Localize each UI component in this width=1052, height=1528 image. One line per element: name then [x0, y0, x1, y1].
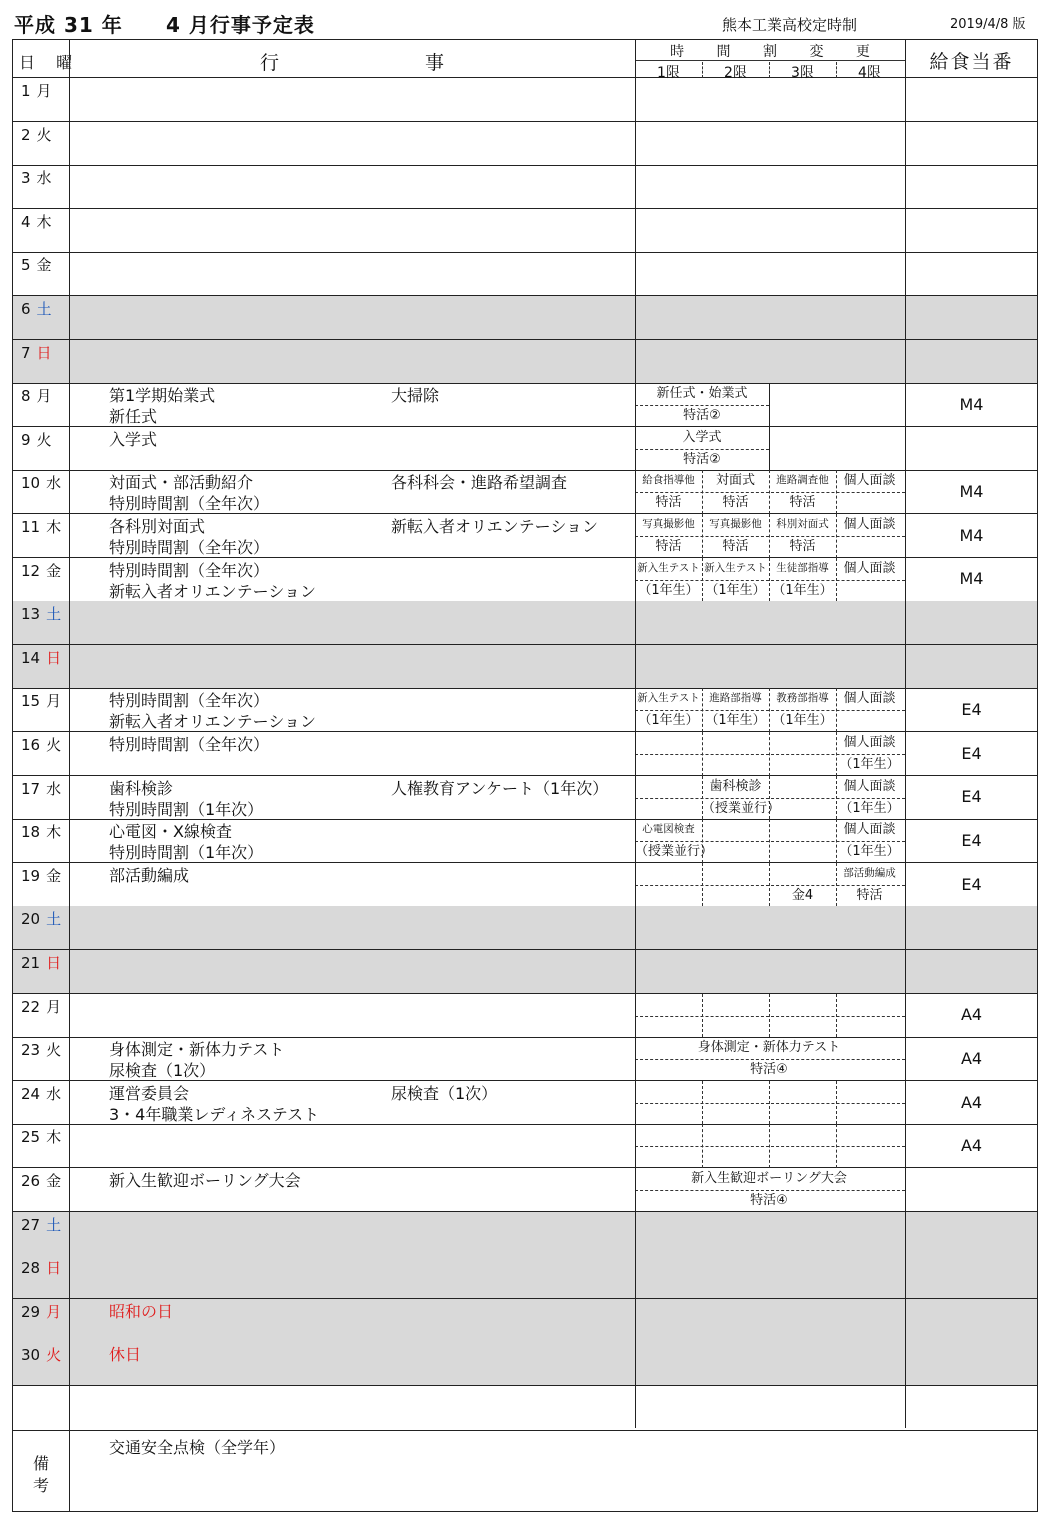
day-cell — [21, 1083, 61, 1104]
weekday: 水 — [46, 474, 62, 493]
event-text: 特別時間割（全年次） — [109, 538, 270, 557]
day-cell — [21, 996, 61, 1017]
weekday: 木 — [46, 518, 62, 536]
timetable-cell: （1年生） — [839, 757, 900, 772]
event-text: 歯科検診 — [109, 778, 174, 798]
timetable-divider — [769, 819, 770, 863]
day-cell — [21, 167, 52, 188]
event-text: 休日 — [109, 1345, 142, 1365]
day-number: 1 — [21, 82, 31, 100]
day-number: 10 — [21, 474, 41, 493]
lunch-duty: M4 — [959, 525, 984, 545]
remarks-label-char-1: 備 — [32, 1454, 49, 1473]
weekday: 木 — [46, 1128, 62, 1147]
header-period-1: 1限 — [657, 65, 680, 81]
timetable-divider — [702, 1124, 703, 1168]
day-number: 29 — [21, 1302, 41, 1321]
day-row — [13, 514, 1037, 558]
lunch-duty: A4 — [960, 1136, 983, 1156]
timetable-divider — [769, 1124, 770, 1168]
timetable-divider — [702, 1081, 703, 1125]
day-number: 7 — [21, 343, 31, 362]
weekday: 木 — [46, 823, 62, 842]
timetable-cell: （1年生） — [638, 713, 699, 729]
day-number: 6 — [21, 300, 31, 318]
header-period-3: 3限 — [791, 65, 814, 81]
day-number: 28 — [21, 1259, 41, 1278]
event-text: 特別時間割（1年次） — [109, 799, 264, 819]
day-number: 2 — [21, 125, 31, 144]
lunch-duty: E4 — [961, 700, 982, 720]
timetable-cell: （1年生） — [772, 713, 833, 729]
day-row — [13, 1212, 1037, 1256]
weekday: 月 — [46, 692, 62, 711]
day-row — [13, 78, 1037, 122]
title-year: 平成 31 年 — [14, 13, 123, 37]
schedule-table — [12, 39, 1038, 1512]
timetable-cell: 金4 — [791, 887, 814, 903]
timetable-cell: （1年生） — [705, 713, 766, 729]
event-text: 3・4年職業レディネステスト — [109, 1104, 320, 1124]
school-name: 熊本工業高校定時制 — [722, 16, 858, 34]
event-text: 身体測定・新体力テスト — [109, 1040, 285, 1060]
day-row — [13, 1342, 1037, 1386]
weekday: 月 — [36, 82, 52, 100]
timetable-cell: 身体測定・新体力テスト — [697, 1040, 841, 1056]
event-text: 尿検査（1次） — [109, 1061, 216, 1081]
timetable-cell: 個人面談 — [843, 517, 896, 532]
timetable-divider — [836, 1124, 837, 1168]
header-day: 日 曜 — [19, 53, 81, 72]
day-number: 26 — [21, 1172, 41, 1190]
day-number: 20 — [21, 910, 41, 929]
day-cell — [21, 560, 61, 581]
day-row — [13, 645, 1037, 689]
event-text: 対面式・部活動紹介 — [109, 473, 254, 493]
timetable-divider — [702, 994, 703, 1038]
weekday: 火 — [46, 1041, 62, 1060]
day-row — [13, 601, 1037, 645]
timetable-divider — [702, 732, 703, 776]
weekday: 金 — [46, 561, 62, 580]
weekday: 金 — [46, 866, 62, 885]
event-text: 昭和の日 — [109, 1301, 174, 1321]
event-text: 第1学期始業式 — [109, 386, 216, 406]
event-text: 特別時間割（全年次） — [109, 494, 270, 514]
table-header — [13, 40, 1037, 81]
event-text: 新入生歓迎ボーリング大会 — [109, 1171, 301, 1190]
timetable-cell: 特活④ — [750, 1062, 788, 1078]
timetable-cell: 特活 — [722, 495, 749, 511]
timetable-divider — [702, 863, 703, 907]
day-cell — [21, 734, 61, 755]
weekday: 金 — [46, 1172, 62, 1190]
day-cell — [21, 254, 52, 275]
remarks-row — [13, 1430, 1037, 1513]
timetable-divider — [769, 383, 770, 426]
event-text: 特別時間割（全年次） — [109, 691, 270, 711]
day-row — [13, 1168, 1037, 1212]
day-row — [13, 863, 1037, 907]
timetable-divider — [769, 427, 770, 470]
timetable-divider — [769, 994, 770, 1038]
weekday: 土 — [46, 1215, 62, 1234]
day-row — [13, 1081, 1037, 1125]
version-date: 2019/4/8 版 — [950, 17, 1026, 32]
title-month: 4 月行事予定表 — [166, 13, 315, 37]
day-cell — [21, 298, 52, 319]
event-text: 各科科会・進路希望調査 — [391, 473, 568, 493]
timetable-cell: 対面式 — [715, 473, 755, 489]
weekday: 月 — [46, 997, 62, 1016]
weekday: 火 — [46, 736, 62, 754]
timetable-cell: 新入生テスト — [704, 561, 767, 574]
day-cell — [21, 821, 61, 842]
timetable-cell: 入学式 — [682, 429, 722, 445]
day-row — [13, 819, 1037, 863]
lunch-duty: E4 — [961, 874, 982, 894]
lunch-duty: E4 — [961, 787, 982, 807]
header-period-2: 2限 — [724, 65, 747, 81]
timetable-cell: 歯科検診 — [709, 778, 762, 794]
timetable-divider — [635, 1103, 905, 1104]
header-lunch-duty: 給食当番 — [929, 51, 1014, 73]
event-text: 大掃除 — [391, 386, 440, 406]
day-row — [13, 252, 1037, 296]
event-text: 部活動編成 — [109, 865, 190, 885]
timetable-cell: 特活② — [683, 451, 721, 467]
day-number: 23 — [21, 1041, 41, 1060]
day-row — [13, 296, 1037, 340]
timetable-divider — [836, 1081, 837, 1125]
weekday: 火 — [36, 430, 52, 449]
day-cell — [21, 690, 61, 711]
day-number: 30 — [21, 1346, 41, 1365]
timetable-cell: 進路調査他 — [776, 474, 829, 487]
timetable-cell: （授業並行） — [702, 800, 781, 816]
timetable-divider — [635, 1016, 905, 1017]
remarks-label-char-2: 考 — [32, 1476, 49, 1495]
day-cell — [21, 778, 61, 799]
day-number: 5 — [21, 256, 31, 275]
timetable-cell: 写真撮影他 — [642, 518, 695, 530]
day-cell — [21, 647, 61, 668]
day-number: 4 — [21, 212, 31, 231]
lunch-duty: E4 — [961, 830, 982, 850]
timetable-cell: （1年生） — [839, 800, 900, 816]
timetable-cell: 新入生歓迎ボーリング大会 — [691, 1171, 847, 1186]
day-row — [13, 1255, 1037, 1299]
day-number: 21 — [21, 954, 41, 972]
remarks-text: 交通安全点検（全学年） — [109, 1438, 286, 1457]
event-text: 心電図・X線検査 — [109, 822, 232, 842]
timetable-cell: 生徒部指導 — [776, 561, 829, 574]
day-cell — [21, 865, 61, 886]
day-cell — [21, 1301, 61, 1322]
day-number: 24 — [21, 1084, 41, 1103]
event-text: 新転入者オリエンテーション — [109, 712, 317, 732]
weekday: 木 — [36, 212, 52, 231]
timetable-cell: 科別対面式 — [776, 518, 829, 530]
day-number: 18 — [21, 823, 41, 842]
timetable-cell: 個人面談 — [843, 778, 896, 794]
day-number: 16 — [21, 736, 41, 754]
event-text: 運営委員会 — [109, 1083, 190, 1103]
day-cell — [21, 342, 52, 363]
event-text: 新任式 — [109, 407, 158, 427]
day-cell — [21, 1039, 61, 1060]
weekday: 土 — [36, 300, 52, 318]
day-row — [13, 1037, 1037, 1081]
weekday: 火 — [46, 1346, 62, 1365]
timetable-cell: 給食指導他 — [642, 474, 695, 487]
timetable-cell: 特活 — [722, 539, 749, 554]
day-number: 12 — [21, 561, 41, 580]
day-row — [13, 427, 1037, 471]
day-number: 22 — [21, 997, 41, 1016]
day-cell — [21, 472, 61, 493]
day-row — [13, 340, 1037, 384]
day-row — [13, 122, 1037, 166]
day-cell — [21, 516, 61, 537]
weekday: 水 — [46, 779, 62, 798]
timetable-cell: 進路部指導 — [709, 692, 762, 705]
timetable-divider — [635, 1146, 905, 1147]
day-cell — [21, 1214, 61, 1235]
timetable-divider — [769, 1081, 770, 1125]
day-row — [13, 688, 1037, 732]
lunch-duty: A4 — [960, 1005, 983, 1025]
lunch-duty: A4 — [960, 1048, 983, 1068]
day-cell — [21, 80, 52, 101]
timetable-cell: 特活② — [683, 408, 721, 424]
day-number: 19 — [21, 866, 41, 885]
day-number: 14 — [21, 648, 41, 667]
timetable-cell: 特活 — [655, 495, 682, 511]
day-number: 11 — [21, 518, 41, 536]
event-text: 新転入者オリエンテーション — [391, 517, 599, 536]
event-text: 人権教育アンケート（1年次） — [391, 778, 609, 798]
timetable-cell: 心電図検査 — [642, 823, 695, 836]
timetable-cell: 特活 — [856, 887, 883, 903]
day-row — [13, 994, 1037, 1038]
blank-row — [13, 1386, 1037, 1430]
timetable-cell: （1年生） — [839, 844, 900, 860]
timetable-cell: 特活 — [789, 539, 816, 554]
header-timetable-change: 時 間 割 変 更 — [670, 44, 884, 60]
day-row — [13, 558, 1037, 602]
lunch-duty: A4 — [960, 1092, 983, 1112]
timetable-cell: （1年生） — [638, 582, 699, 598]
event-text: 特別時間割（全年次） — [109, 735, 270, 754]
day-row — [13, 470, 1037, 514]
event-text: 尿検査（1次） — [391, 1083, 498, 1103]
timetable-cell: 新入生テスト — [637, 561, 700, 574]
timetable-cell: 特活 — [655, 539, 682, 554]
weekday: 月 — [46, 1302, 62, 1321]
timetable-cell: 部活動編成 — [843, 866, 896, 879]
timetable-cell: 個人面談 — [843, 560, 896, 576]
lunch-duty: M4 — [959, 569, 984, 589]
timetable-cell: 写真撮影他 — [709, 518, 762, 530]
header-event: 行 事 — [259, 52, 515, 74]
day-row — [13, 1124, 1037, 1168]
event-text: 新転入者オリエンテーション — [109, 581, 317, 601]
day-number: 8 — [21, 387, 31, 406]
day-cell — [21, 1257, 61, 1278]
day-cell — [21, 1126, 61, 1147]
day-row — [13, 165, 1037, 209]
weekday: 土 — [46, 605, 62, 624]
day-number: 15 — [21, 692, 41, 711]
event-text: 特別時間割（1年次） — [109, 843, 264, 863]
weekday: 日 — [46, 648, 62, 667]
day-cell — [21, 952, 61, 973]
timetable-cell: 個人面談 — [843, 691, 896, 707]
day-cell — [21, 603, 61, 624]
weekday: 土 — [46, 910, 62, 929]
day-cell — [21, 1170, 61, 1191]
timetable-divider — [836, 994, 837, 1038]
timetable-cell: 特活④ — [750, 1193, 788, 1208]
day-row — [13, 906, 1037, 950]
event-text: 各科別対面式 — [109, 517, 206, 536]
weekday: 水 — [46, 1084, 62, 1103]
day-cell — [21, 385, 52, 406]
day-cell — [21, 908, 61, 929]
timetable-cell: （1年生） — [772, 582, 833, 598]
lunch-duty: E4 — [961, 743, 982, 763]
day-cell — [21, 124, 52, 145]
weekday: 金 — [36, 256, 52, 275]
timetable-cell: 教務部指導 — [776, 692, 829, 705]
day-row — [13, 950, 1037, 994]
day-row — [13, 383, 1037, 427]
timetable-cell: 個人面談 — [843, 473, 896, 489]
day-cell — [21, 211, 52, 232]
header-period-4: 4限 — [858, 65, 881, 81]
day-row — [13, 732, 1037, 776]
weekday: 火 — [36, 125, 52, 144]
event-text: 特別時間割（全年次） — [109, 560, 270, 580]
day-row — [13, 1299, 1037, 1343]
day-number: 17 — [21, 779, 41, 798]
weekday: 日 — [36, 343, 52, 362]
timetable-cell: 新入生テスト — [637, 692, 700, 705]
day-cell — [21, 429, 52, 450]
timetable-cell: 新任式・始業式 — [656, 386, 748, 402]
day-number: 25 — [21, 1128, 41, 1147]
timetable-cell: 個人面談 — [843, 822, 896, 838]
day-number: 27 — [21, 1215, 41, 1234]
timetable-cell: 特活 — [789, 495, 816, 511]
day-row — [13, 776, 1037, 820]
remarks-label — [13, 1453, 69, 1497]
timetable-cell: （授業並行） — [635, 844, 714, 860]
timetable-cell: （1年生） — [705, 582, 766, 598]
weekday: 日 — [46, 1259, 62, 1278]
day-number: 3 — [21, 169, 31, 188]
day-cell — [21, 1344, 61, 1365]
timetable-divider — [769, 732, 770, 776]
weekday: 水 — [36, 169, 52, 188]
day-row — [13, 209, 1037, 253]
weekday: 月 — [36, 387, 52, 406]
weekday: 日 — [46, 954, 62, 972]
timetable-cell: 個人面談 — [843, 735, 896, 750]
lunch-duty: M4 — [959, 482, 984, 502]
lunch-duty: M4 — [959, 394, 984, 414]
day-number: 13 — [21, 605, 41, 624]
day-number: 9 — [21, 430, 31, 449]
event-text: 入学式 — [109, 429, 158, 449]
